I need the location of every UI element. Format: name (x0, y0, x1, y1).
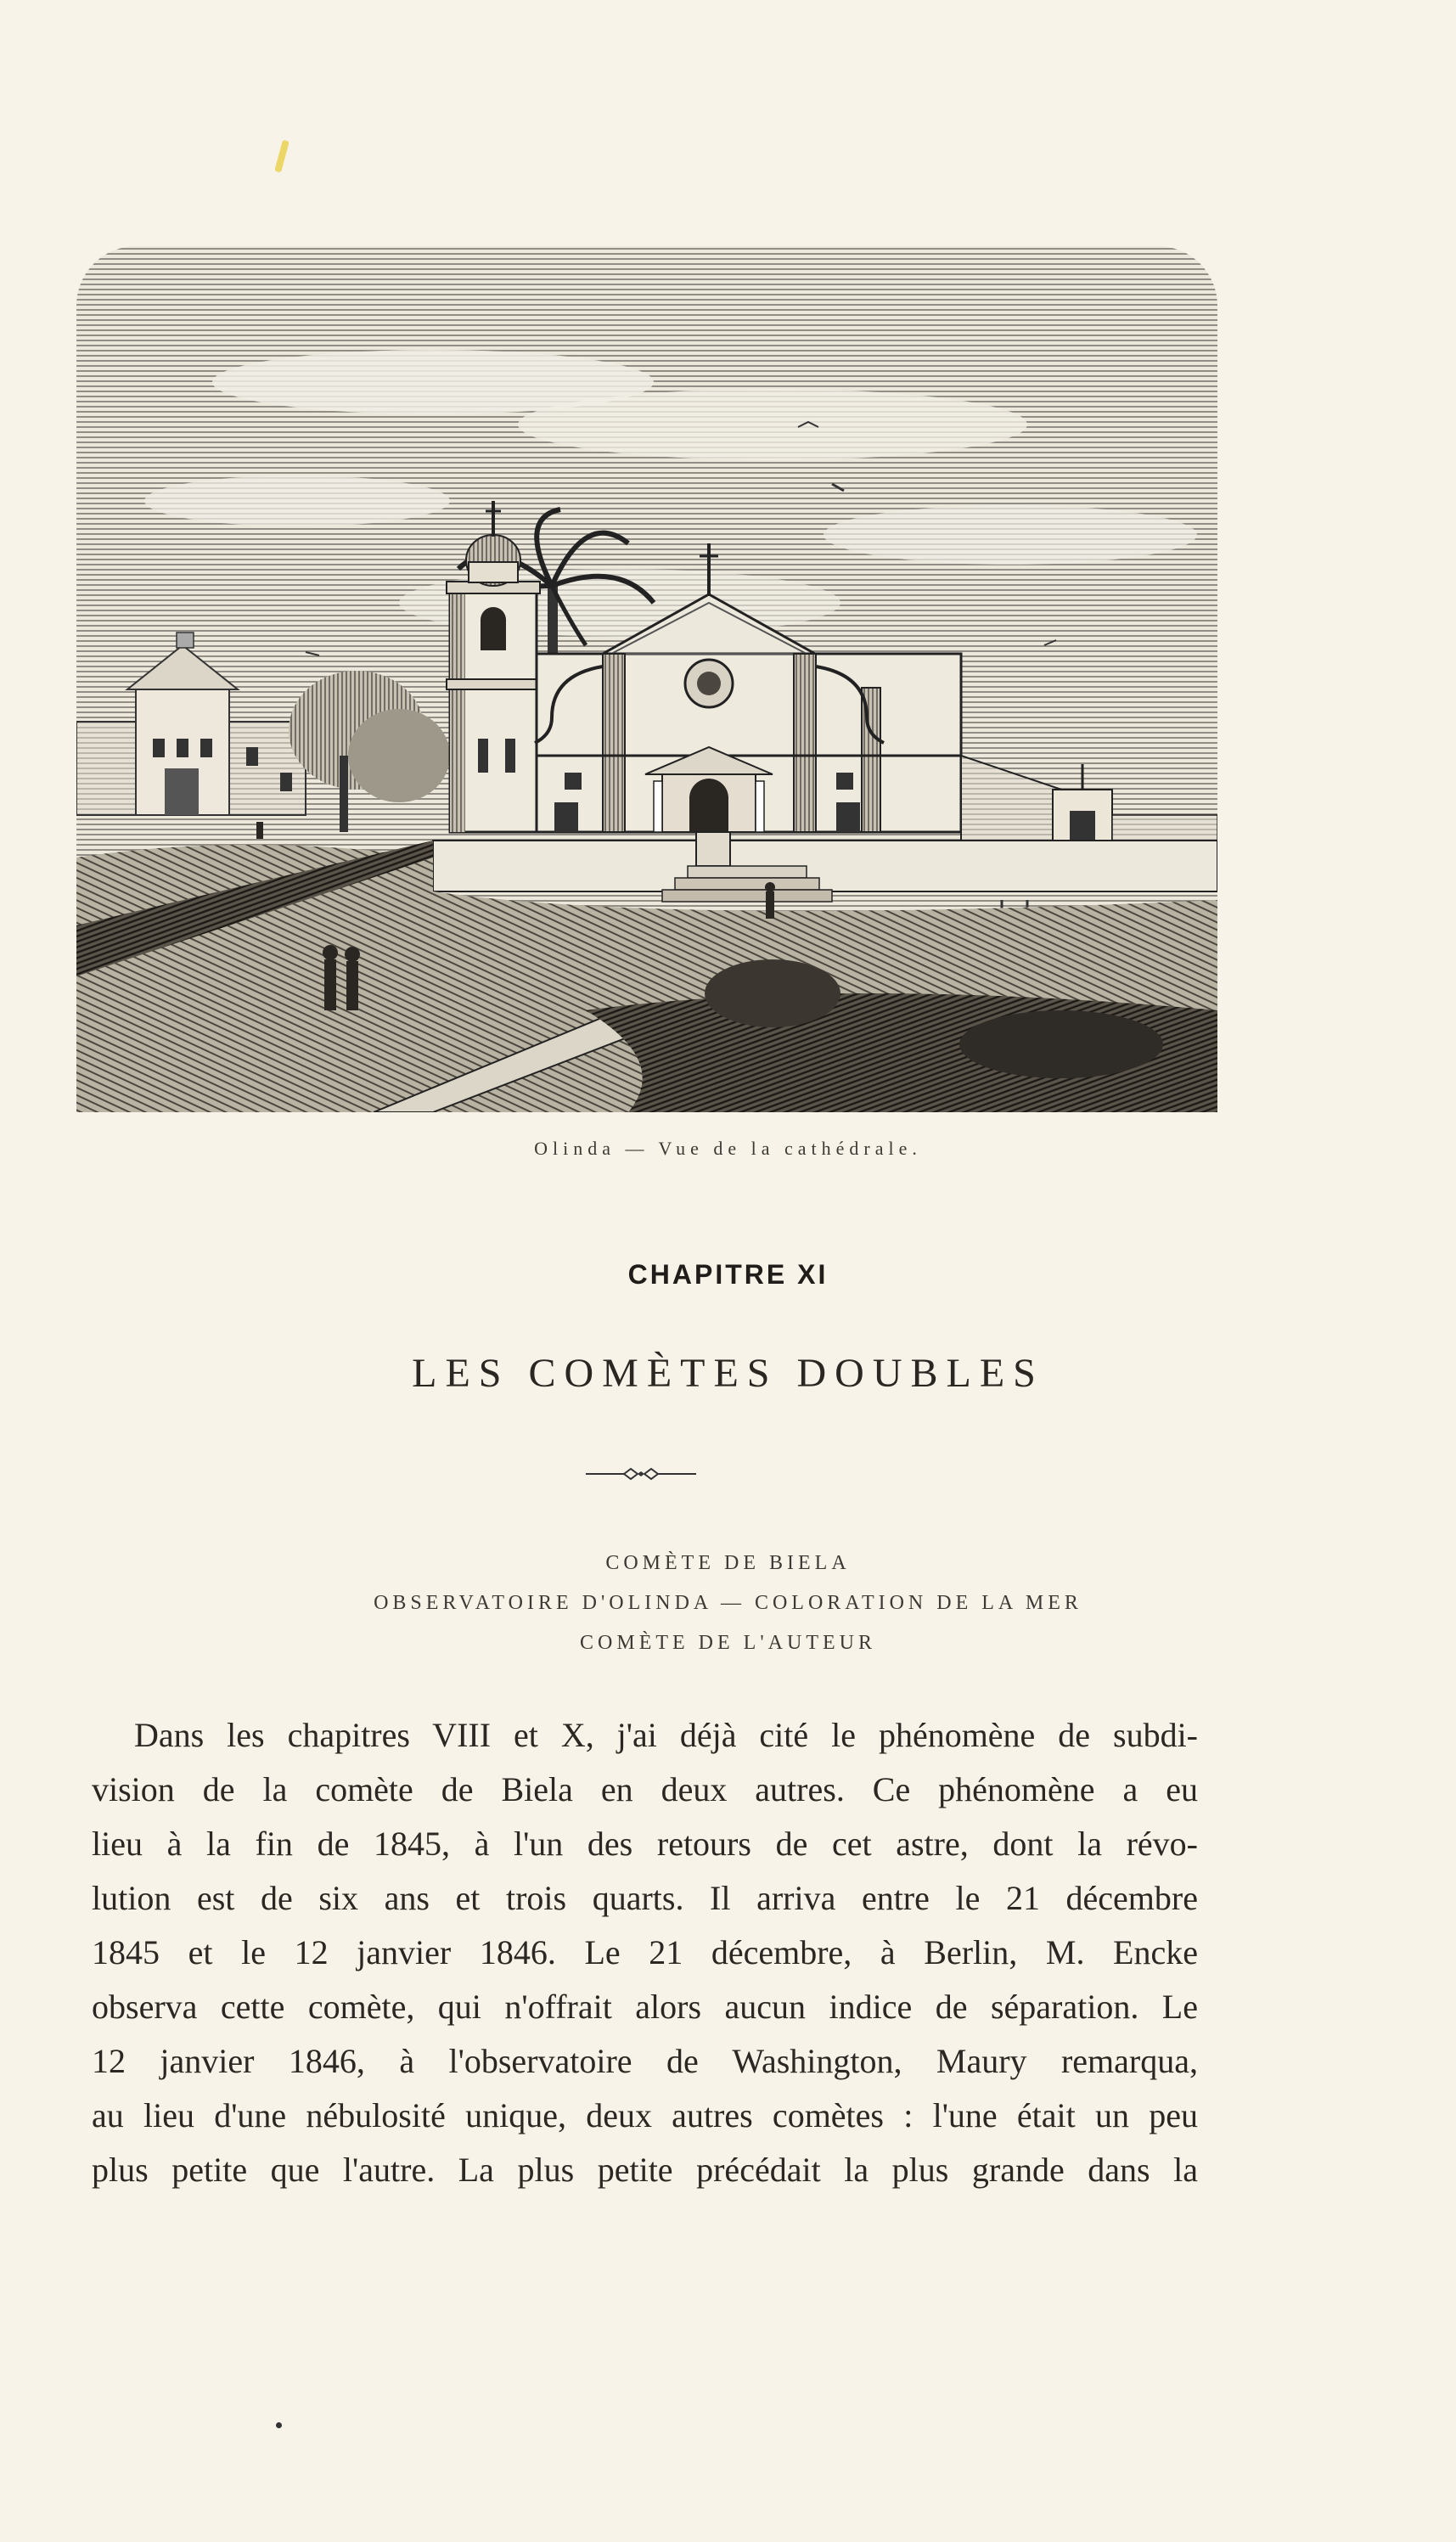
paper-stain (274, 140, 290, 173)
chapter-title: LES COMÈTES DOUBLES (412, 1351, 1044, 1396)
paragraph-line: Dans les chapitres VIII et X, j'ai déjà cité le phénomène de subdi- (134, 1716, 1198, 1754)
chapter-number: CHAPITRE XI (627, 1259, 829, 1290)
paragraph-line: lution est de six ans et trois quarts. Il arriva entre le 21 décembre (92, 1879, 1198, 1917)
chapter-summary-line-3: COMÈTE DE L'AUTEUR (580, 1632, 876, 1654)
paragraph-line: 12 janvier 1846, à l'observatoire de Washington, Maury remarqua, (92, 2042, 1198, 2080)
chapter-summary-line-1: COMÈTE DE BIELA (605, 1552, 851, 1574)
paragraph-line: lieu à la fin de 1845, à l'un des retours de cet astre, dont la révo- (92, 1825, 1198, 1863)
illustration-caption: Olinda — Vue de la cathédrale. (534, 1138, 922, 1159)
paragraph-line: plus petite que l'autre. La plus petite précédait la plus grande dans la (92, 2151, 1198, 2189)
paragraph-line: vision de la comète de Biela en deux autres. Ce phénomène a eu (92, 1770, 1198, 1808)
ornament-divider (586, 1464, 696, 1484)
paragraph-line: au lieu d'une nébulosité unique, deux autres comètes : l'une était un peu (92, 2096, 1198, 2134)
paragraph-line: 1845 et le 12 janvier 1846. Le 21 décembre, à Berlin, M. Encke (92, 1933, 1198, 1971)
chapter-summary-line-2: OBSERVATOIRE D'OLINDA — COLORATION DE LA MER (374, 1592, 1082, 1614)
body-paragraph (92, 1708, 1198, 2197)
ink-speck (276, 2422, 282, 2428)
paragraph-line: observa cette comète, qui n'offrait alors aucun indice de séparation. Le (92, 1988, 1198, 2026)
engraving-illustration (76, 246, 1217, 1112)
